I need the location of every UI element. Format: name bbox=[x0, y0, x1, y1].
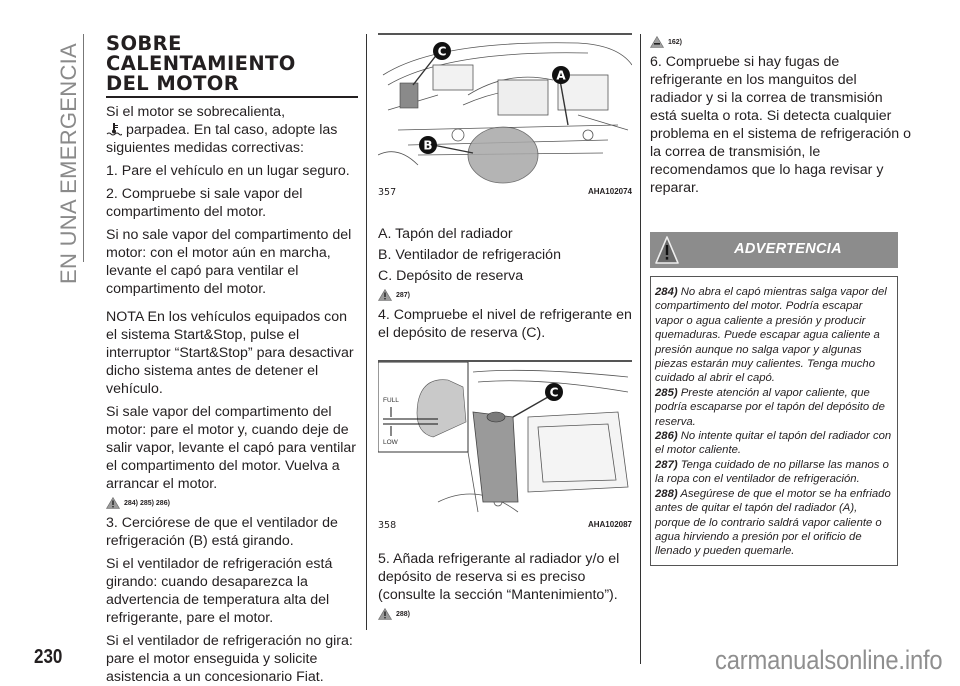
watermark[interactable]: carmanualsonline.info bbox=[714, 645, 942, 675]
caution-ref-numbers: 162) bbox=[668, 38, 683, 46]
column-2 bbox=[378, 33, 632, 625]
figure-358-reservoir bbox=[378, 360, 632, 518]
step-2: 2. Compruebe si sale vapor del compartimento del motor. bbox=[106, 186, 303, 220]
engine-bay-illustration bbox=[378, 35, 632, 185]
step-1: 1. Pare el vehículo en un lugar seguro. bbox=[106, 163, 350, 179]
warning-ref: 287) bbox=[655, 458, 678, 471]
reservoir-shape bbox=[400, 83, 418, 108]
vapor-instructions: Si sale vapor del compartimento del motor: pare el motor y, cuando deje de salir vapor, levante el capó para ventilar el compartimento del motor. Vuelva a arrancar el motor. bbox=[106, 404, 356, 492]
warning-ref-numbers: 284) 285) 286) bbox=[124, 499, 170, 507]
intro-text-1: Si el motor se sobrecalienta, bbox=[106, 104, 286, 120]
caution-reference bbox=[650, 34, 912, 50]
warning-reference bbox=[106, 495, 358, 511]
advertencia-box bbox=[650, 232, 898, 566]
section-tab-label: EN UNA EMERGENCIA bbox=[56, 42, 81, 284]
figure-code: AHA102074 bbox=[587, 187, 632, 196]
fan-running-instructions: Si el ventilador de refrigeración está girando: cuando desaparezca la advertencia de temperatura alta del refrigerante, pare el motor. bbox=[106, 556, 333, 626]
warning-triangle-icon bbox=[106, 497, 120, 509]
warning-triangle-icon bbox=[378, 289, 392, 301]
step-3: 3. Cerciórese de que el ventilador de refrigeración (B) está girando. bbox=[106, 515, 338, 549]
coolant-temperature-warning-icon bbox=[106, 123, 122, 136]
legend-item-b: B. Ventilador de refrigeración bbox=[378, 247, 561, 263]
start-stop-note: NOTA En los vehículos equipados con el sistema Start&Stop, pulse el interruptor “Start&Stop” para desactivar dicho sistema antes de detener el vehículo. bbox=[106, 309, 354, 397]
warning-text: Tenga cuidado de no pillarse las manos o la ropa con el ventilador de refrigeración. bbox=[655, 458, 889, 486]
warning-triangle-icon bbox=[378, 608, 392, 620]
warning-text: Preste atención al vapor caliente, que podría escaparse por el tapón del depósito de reserva. bbox=[655, 386, 885, 428]
warning-item-284 bbox=[655, 285, 893, 386]
heading-line: CALENTAMIENTO bbox=[106, 52, 296, 75]
step-5: 5. Añada refrigerante al radiador y/o el depósito de reserva si es preciso (consulte la sección “Mantenimiento”). bbox=[378, 551, 620, 603]
warning-ref: 285) bbox=[655, 386, 678, 399]
figure-number: 357 bbox=[378, 187, 397, 198]
svg-text:C: C bbox=[437, 44, 447, 59]
column-3 bbox=[650, 32, 912, 566]
heading-line: DEL MOTOR bbox=[106, 72, 240, 95]
column-divider bbox=[640, 34, 641, 664]
warning-item-286 bbox=[655, 429, 893, 458]
fan-stopped-instructions: Si el ventilador de refrigeración no gira: pare el motor enseguida y solicite asistencia a un concesionario Fiat. bbox=[106, 633, 353, 685]
figure-357-engine-bay bbox=[378, 33, 632, 185]
inset-label-low: LOW bbox=[383, 439, 398, 446]
advertencia-title: ADVERTENCIA bbox=[734, 241, 842, 257]
step-4: 4. Compruebe el nivel de refrigerante en el depósito de reserva (C). bbox=[378, 307, 632, 341]
warning-ref-numbers: 287) bbox=[396, 291, 411, 299]
column-divider bbox=[366, 34, 367, 630]
intro-text-2: parpadea. En tal caso, adopte las siguientes medidas correctivas: bbox=[106, 122, 338, 156]
page-number: 230 bbox=[34, 646, 63, 668]
svg-text:C: C bbox=[549, 385, 559, 400]
reservoir-illustration bbox=[378, 362, 632, 518]
figure-357-caption bbox=[378, 187, 632, 203]
inset-label-full: FULL bbox=[383, 397, 399, 404]
figure-number: 358 bbox=[378, 520, 397, 531]
section-tab-rule bbox=[83, 34, 84, 262]
no-vapor-instructions: Si no sale vapor del compartimento del motor: con el motor aún en marcha, levante el capó para ventilar el compartimento del motor. bbox=[106, 227, 352, 297]
warning-text: No abra el capó mientras salga vapor del compartimento del motor. Podría escapar vapor o agua caliente a presión y producir quemaduras. Puede escapar agua caliente a presión aunque no salga vapor y algunas piezas estarán muy calientes. Tenga mucho cuidado al abrir el capó. bbox=[655, 286, 887, 385]
warning-text: No intente quitar el tapón del radiador con el motor caliente. bbox=[655, 430, 892, 457]
warning-ref: 284) bbox=[655, 286, 678, 298]
legend-item-a: A. Tapón del radiador bbox=[378, 226, 513, 242]
svg-text:B: B bbox=[423, 138, 433, 153]
figure-358-caption bbox=[378, 520, 632, 536]
heading-line: SOBRE bbox=[106, 32, 182, 55]
step-6: 6. Compruebe si hay fugas de refrigerante en los manguitos del radiador y si la correa de transmisión está suelta o rota. Si detecta cualquier problema en el sistema de refrigeración o la correa de transmisión, le recomendamos que lo haga revisar y reparar. bbox=[650, 54, 912, 196]
warning-item-288 bbox=[655, 487, 893, 559]
svg-text:A: A bbox=[556, 68, 566, 83]
warning-ref: 288) bbox=[655, 487, 678, 500]
reservoir-tank bbox=[473, 412, 518, 502]
legend-item-c: C. Depósito de reserva bbox=[378, 268, 524, 284]
warning-text: Asegúrese de que el motor se ha enfriado antes de quitar el tapón del radiador (A), porque de lo contrario saldrá vapor caliente o agua hirviendo a presión por el orificio de llenado y pueden quemarle. bbox=[655, 487, 891, 558]
advertencia-body bbox=[650, 276, 898, 566]
warning-ref: 286) bbox=[655, 430, 678, 443]
figure-code: AHA102087 bbox=[587, 520, 632, 529]
warning-item-285 bbox=[655, 386, 893, 429]
caution-icon bbox=[650, 36, 664, 48]
warning-item-287 bbox=[655, 458, 893, 487]
warning-reference bbox=[378, 606, 632, 622]
warning-reference bbox=[378, 287, 632, 303]
advertencia-banner bbox=[650, 232, 898, 268]
section-heading bbox=[106, 34, 358, 98]
section-tab bbox=[56, 34, 86, 284]
intro-paragraph bbox=[106, 103, 358, 157]
warning-ref-numbers: 288) bbox=[396, 610, 411, 618]
cooling-fan-shape bbox=[468, 127, 538, 183]
column-1 bbox=[106, 34, 358, 686]
